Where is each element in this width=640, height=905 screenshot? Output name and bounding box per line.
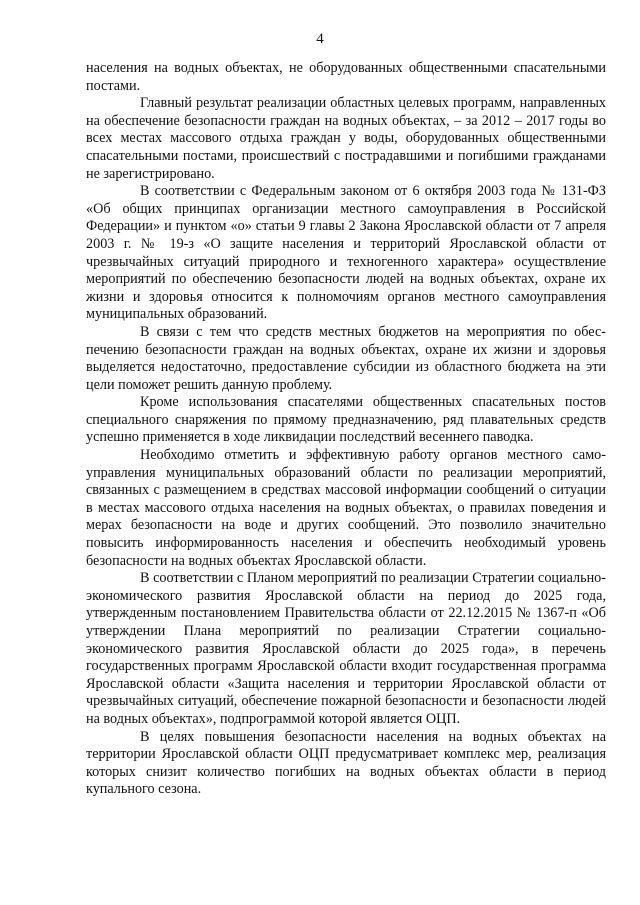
paragraph-6: Необходимо отметить и эффективную работу органов местного самоуправления муниципальных образований области по реализации мероприятий, связанных с размещением в средствах массовой информации сообщений о ситуации в местах массового отдыха населения на водных объектах, о правилах поведения и мерах безопасности на воде и других сообщений. Это позволило значительно повысить информированность населения и обеспечить необходимый уровень безопасности на водных объектах Ярославской области. — [86, 447, 606, 569]
paragraph-7: В соответствии с Планом мероприятий по реализации Стратегии социально-экономического развития Ярославской области на период до 2025 года, утвержденным постановлением Правительства области от 22.12.2015 № 1367-п «Об утверждении Плана мероприятий по реализации Стратегии социально-экономического развития Ярославской области до 2025 года», в перечень государственных программ Ярославской области входит государственная программа Ярославской области «Защита населения и территории Ярославской области от чрезвычайных ситуаций, обеспечение пожарной безопасности и безопасности людей на водных объектах», подпрограммой которой является ОЦП. — [86, 570, 606, 727]
paragraph-8: В целях повышения безопасности населения на водных объектах на территории Ярославской области ОЦП предусматривает комплекс мер, реализация которых снизит количество погибших на водных объектах области в период купального сезона. — [86, 728, 606, 798]
document-body — [86, 60, 606, 799]
paragraph-4: В связи с тем что средств местных бюджетов на мероприятия по обеспечению безопасности граждан на водных объектах, охране их жизни и здоровья выделяется недостаточно, предоставление субсидии из областного бюджета на эти цели поможет решить данную проблему. — [86, 323, 606, 393]
paragraph-5: Кроме использования спасателями общественных спасательных постов специального снаряжения по прямому предназначению, ряд плавательных средств успешно применяется в ходе ликвидации последствий весеннего паводка. — [86, 394, 606, 446]
page-number: 4 — [316, 31, 324, 47]
paragraph-3: В соответствии с Федеральным законом от 6 октября 2003 года № 131-ФЗ «Об общих принципах организации местного самоуправления в Российской Федерации» и пунктом «о» статьи 9 главы 2 Закона Ярославской области от 7 апреля 2003 г. № 19-з «О защите населения и территорий Ярославской области от чрезвычайных ситуаций природного и техногенного характера» осуществление мероприятий по обеспечению безопасности людей на водных объектах, охране их жизни и здоровья относится к полномочиям органов местного самоуправления муниципальных образований. — [86, 183, 606, 323]
paragraph-2: Главный результат реализации областных целевых программ, направленных на обеспечение безопасности граждан на водных объектах, – за 2012 – 2017 годы во всех местах массового отдыха граждан у воды, оборудованных общественными спасательными постами, происшествий с пострадавшими и погибшими гражданами не зарегистрировано. — [86, 95, 606, 182]
paragraph-1: населения на водных объектах, не оборудованных общественными спасательными постами. — [86, 60, 606, 94]
